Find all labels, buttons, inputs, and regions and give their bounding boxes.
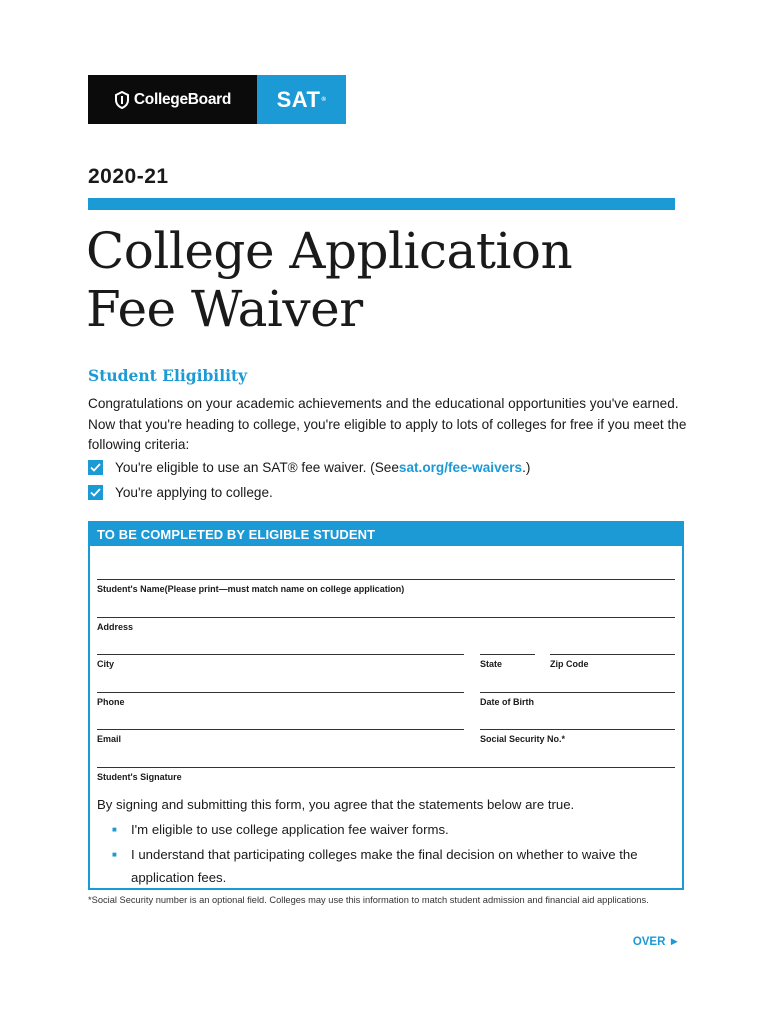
criterion-sat-fee-waiver [88, 460, 530, 475]
checkbox-checked-icon [88, 485, 103, 500]
statement-list [97, 818, 677, 889]
sat-wordmark: SAT [276, 86, 321, 112]
agreement-text: By signing and submitting this form, you agree that the statements below are true. [97, 797, 575, 812]
triangle-right-icon: ► [668, 936, 680, 948]
ssn-field[interactable]: Social Security No.* [480, 729, 675, 744]
phone-field[interactable]: Phone [97, 692, 464, 707]
criterion-suffix: .) [522, 460, 531, 475]
city-field[interactable]: City [97, 654, 464, 669]
agreement-block [97, 793, 677, 889]
email-field[interactable]: Email [97, 729, 464, 744]
over-label: OVER [632, 936, 666, 948]
school-year: 2020-21 [88, 165, 169, 188]
eligibility-heading: Student Eligibility [88, 366, 248, 385]
acorn-icon [114, 91, 130, 109]
student-name-field[interactable]: Student's Name(Please print—must match name on college application) [97, 579, 675, 594]
title-line-2: Fee Waiver [86, 280, 363, 338]
criterion-text: You're applying to college. [115, 485, 273, 500]
title-line-1: College Application [86, 222, 573, 280]
student-form [88, 521, 684, 890]
state-field[interactable]: State [480, 654, 535, 669]
date-of-birth-field[interactable]: Date of Birth [480, 692, 675, 707]
collegeboard-sat-logo [88, 75, 346, 124]
sat-logo [257, 75, 346, 124]
ssn-footnote: *Social Security number is an optional field. Colleges may use this information to match student admission and financial aid applications. [88, 895, 649, 905]
address-field[interactable]: Address [97, 617, 675, 632]
checkbox-checked-icon [88, 460, 103, 475]
form-header: TO BE COMPLETED BY ELIGIBLE STUDENT [90, 523, 682, 546]
statement-item: ■ I understand that participating colleges make the final decision on whether to waive the application fees. [97, 843, 677, 889]
collegeboard-wordmark: CollegeBoard [133, 90, 232, 108]
statement-item: ■ I'm eligible to use college application fee waiver forms. [97, 818, 677, 841]
over-link[interactable] [633, 936, 680, 948]
page-title [86, 222, 572, 338]
blue-divider [88, 198, 675, 210]
criterion-text: You're eligible to use an SAT® fee waiver. (See [115, 460, 399, 475]
fee-waivers-link[interactable]: sat.org/fee-waivers [398, 460, 523, 475]
collegeboard-logo [88, 75, 257, 124]
signature-field[interactable]: Student's Signature [97, 767, 675, 782]
registered-mark: ® [321, 96, 327, 103]
eligibility-intro: Congratulations on your academic achievements and the educational opportunities you've earned. Now that you're heading to college, you're eligible to apply to lots of colleges for free if you meet the following criteria: [88, 396, 687, 452]
criterion-applying [88, 485, 273, 500]
zip-code-field[interactable]: Zip Code [550, 654, 675, 669]
